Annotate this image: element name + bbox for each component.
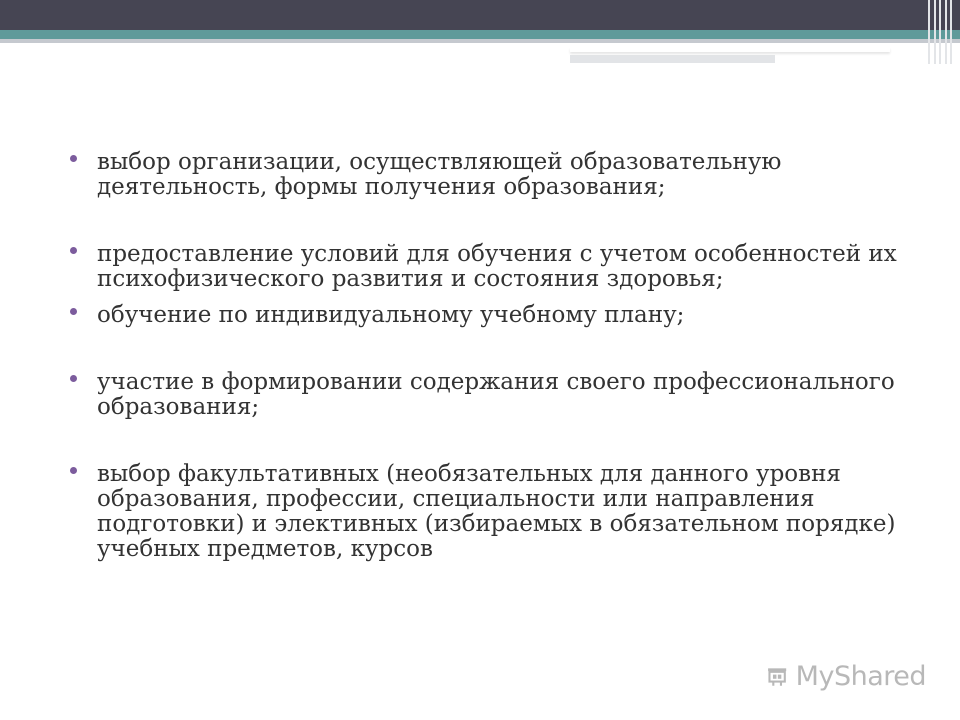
bullet-item: [70, 303, 910, 328]
myshared-watermark[interactable]: [766, 656, 926, 696]
header-band-teal: [0, 30, 960, 39]
header-band-dark: [0, 0, 960, 30]
bullet-item: [70, 370, 910, 420]
bullet-dot-icon: [70, 155, 77, 162]
bullet-text: выбор факультативных (необязательных для данного уровня образования, профессии, специальности или направления подготовки) и элективных (избираемых в обязательном порядке) учебных предметов, курсов: [97, 461, 896, 562]
bullet-item: [70, 462, 910, 562]
bullet-item: [70, 242, 910, 292]
header-accent-bar: [570, 47, 890, 52]
bullet-text: выбор организации, осуществляющей образовательную деятельность, формы получения образования;: [97, 149, 782, 200]
bullet-text: обучение по индивидуальному учебному плану;: [97, 302, 685, 328]
header-band-gray: [0, 39, 960, 43]
header-accent-sub: [570, 55, 775, 63]
myshared-logo-icon: [766, 659, 790, 693]
header-vertical-lines: [928, 0, 954, 64]
bullet-list: [70, 150, 910, 562]
bullet-text: участие в формировании содержания своего профессионального образования;: [97, 369, 895, 420]
watermark-text: MyShared: [795, 660, 926, 692]
bullet-item: [70, 150, 910, 200]
bullet-dot-icon: [70, 375, 77, 382]
bullet-dot-icon: [70, 467, 77, 474]
bullet-dot-icon: [70, 247, 77, 254]
bullet-text: предоставление условий для обучения с учетом особенностей их психофизического развития и состояния здоровья;: [97, 241, 897, 292]
bullet-dot-icon: [70, 308, 77, 315]
